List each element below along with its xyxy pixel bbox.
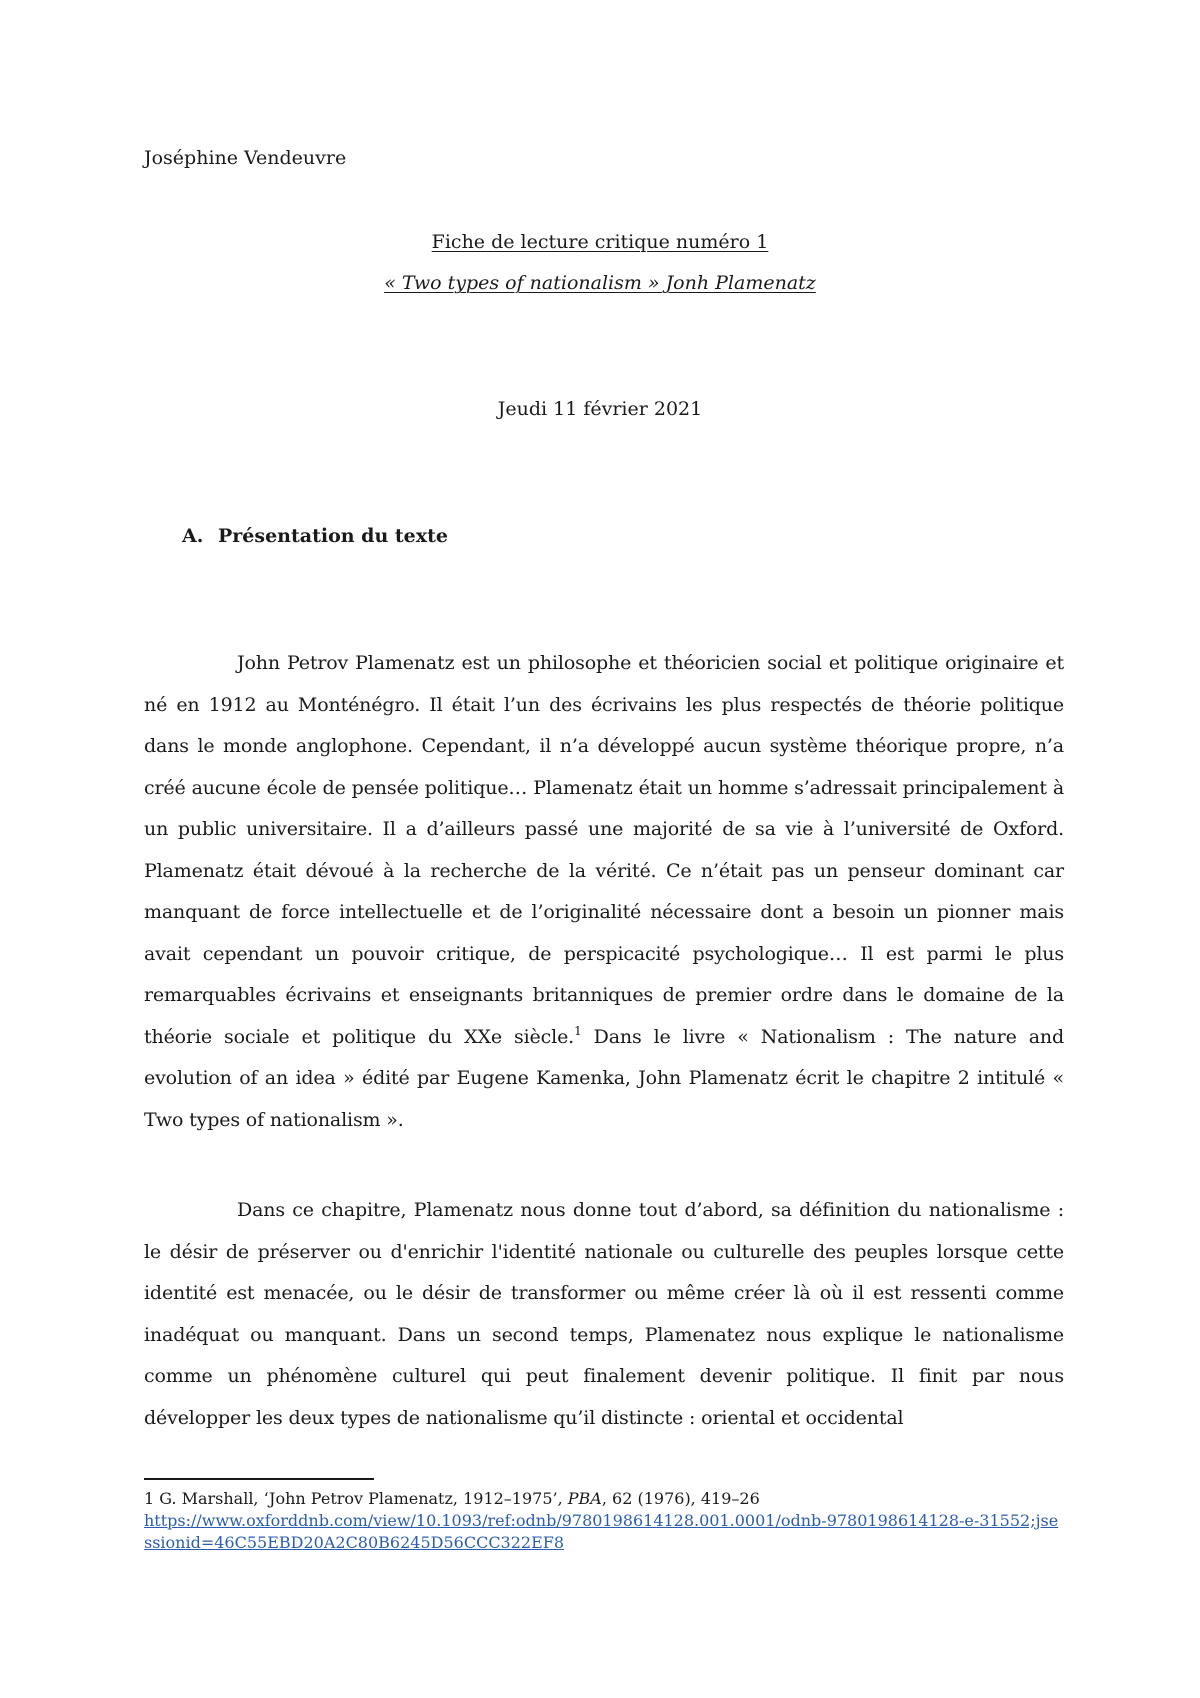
document-subtitle bbox=[0, 270, 1200, 296]
footnote-citation-text-a: G. Marshall, ‘John Petrov Plamenatz, 1912–1975’, bbox=[159, 1489, 568, 1508]
footnote-separator bbox=[144, 1478, 374, 1480]
section-marker: A. bbox=[182, 525, 204, 547]
author-name: Joséphine Vendeuvre bbox=[144, 147, 347, 169]
paragraph-2-text: Dans ce chapitre, Plamenatz nous donne tout d’abord, sa définition du nationalisme : le désir de préserver ou d'enrichir l'identité nationale ou culturelle des peuples lorsque cette identité est menacée, ou le désir de transformer ou même créer là où il est ressenti comme inadéquat ou manquant. Dans un second temps, Plamenatez nous explique le nationalisme comme un phénomène culturel qui peut finalement devenir politique. Il finit par nous développer les deux types de nationalisme qu’il distincte : oriental et occidental bbox=[144, 1199, 1064, 1429]
document-date: Jeudi 11 février 2021 bbox=[497, 398, 703, 420]
footnote-reference[interactable]: 1 bbox=[574, 1023, 582, 1038]
paragraph-1-text-b: Dans le livre « Nationalism : The nature and evolution of an idea » édité par Eugene Kamenka, John Plamenatz écrit le chapitre 2 intitulé « Two types of nationalism ». bbox=[144, 1025, 1065, 1131]
document-title-text: Fiche de lecture critique numéro 1 bbox=[431, 231, 769, 253]
footnote-journal: PBA bbox=[567, 1489, 602, 1508]
section-title: Présentation du texte bbox=[218, 525, 448, 547]
footnote-number: 1 bbox=[144, 1489, 155, 1508]
section-heading bbox=[182, 523, 448, 549]
document-subtitle-text: « Two types of nationalism » Jonh Plamenatz bbox=[384, 272, 816, 294]
footnote-citation bbox=[144, 1488, 1064, 1510]
footnote-citation-text-b: , 62 (1976), 419–26 bbox=[601, 1489, 760, 1508]
paragraph-2 bbox=[144, 1190, 1064, 1439]
document-title bbox=[0, 229, 1200, 255]
paragraph-1 bbox=[144, 643, 1064, 1141]
paragraph-1-text-a: John Petrov Plamenatz est un philosophe et théoricien social et politique originaire et né en 1912 au Monténégro. Il était l’un des écrivains les plus respectés de théorie politique dans le monde anglophone. Cependant, il n’a développé aucun système théorique propre, n’a créé aucune école de pensée politique… Plamenatz était un homme s’adressait principalement à un public universitaire. Il a d’ailleurs passé une majorité de sa vie à l’université de Oxford. Plamenatz était dévoué à la recherche de la vérité. Ce n’était pas un penseur dominant car manquant de force intellectuelle et de l’originalité nécessaire dont a besoin un pionner mais avait cependant un pouvoir critique, de perspicacité psychologique… Il est parmi le plus remarquables écrivains et enseignants britanniques de premier ordre dans le domaine de la théorie sociale et politique du XXe siècle. bbox=[144, 652, 1064, 1048]
footnote-link[interactable]: https://www.oxforddnb.com/view/10.1093/ref:odnb/9780198614128.001.0001/odnb-9780198614128-e-31552;jsessionid=46C55EBD20A2C80B6245D56CCC322EF8 bbox=[144, 1511, 1059, 1552]
footnote bbox=[144, 1488, 1064, 1554]
